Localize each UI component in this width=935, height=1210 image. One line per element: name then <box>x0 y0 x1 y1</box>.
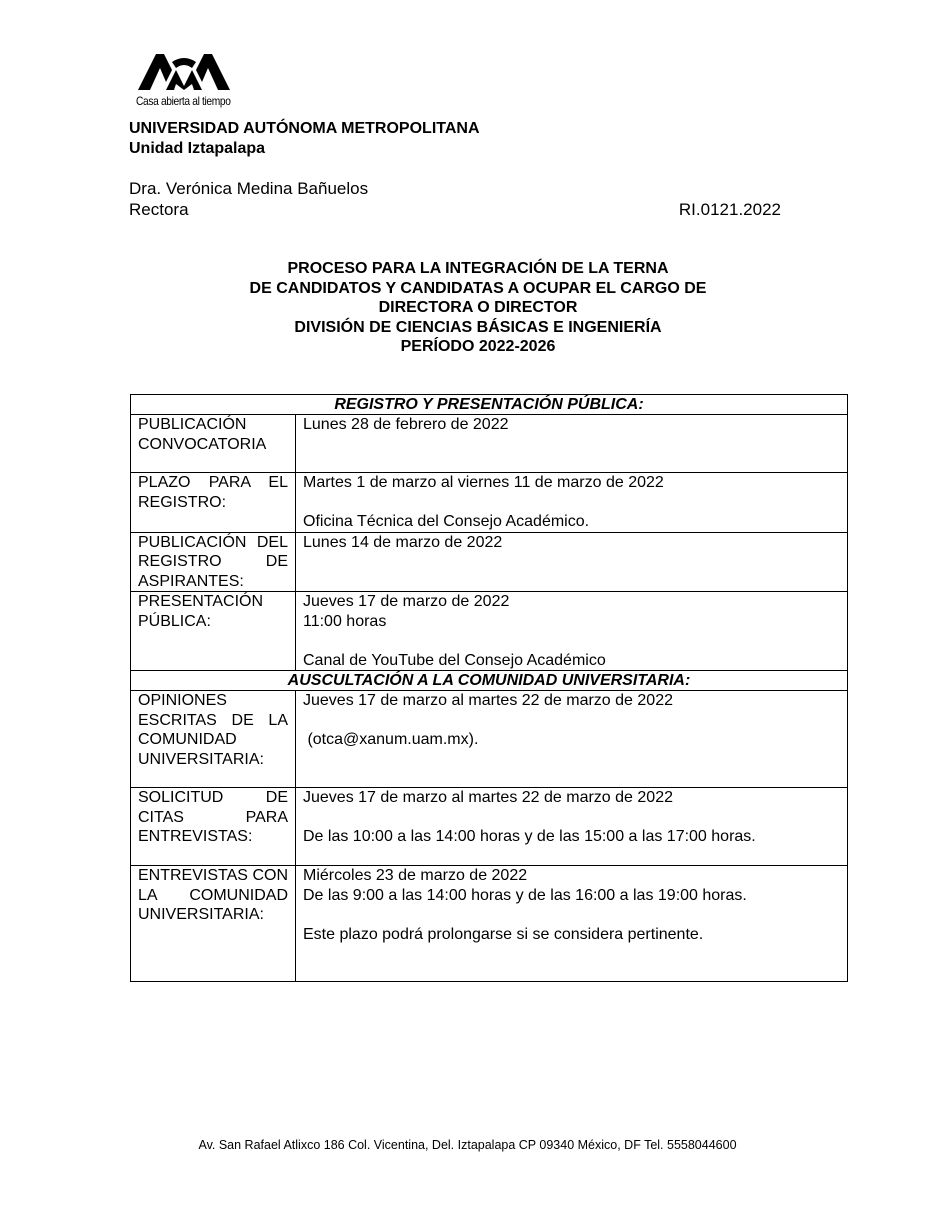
section-heading: AUSCULTACIÓN A LA COMUNIDAD UNIVERSITARIA: <box>131 671 848 691</box>
title-line: PERÍODO 2022-2026 <box>400 338 556 355</box>
signatory-name: Dra. Verónica Medina Bañuelos <box>129 179 369 198</box>
logo-tagline: Casa abierta al tiempo <box>136 94 231 108</box>
table-row <box>131 866 848 982</box>
uam-logo <box>136 50 240 112</box>
row-value: Jueves 17 de marzo al martes 22 de marzo de 2022 (otca@xanum.uam.mx). <box>296 691 848 788</box>
row-value: Lunes 14 de marzo de 2022 <box>296 532 848 592</box>
row-value: Lunes 28 de febrero de 2022 <box>296 415 848 473</box>
row-value: Martes 1 de marzo al viernes 11 de marzo de 2022 Oficina Técnica del Consejo Académico. <box>296 473 848 533</box>
title-line: DIVISIÓN DE CIENCIAS BÁSICAS E INGENIERÍA <box>294 318 662 336</box>
row-value: Miércoles 23 de marzo de 2022 De las 9:00 a las 14:00 horas y de las 16:00 a las 19:00 horas. Este plazo podrá prolongarse si se considera pertinente. <box>296 866 848 982</box>
calendar-table <box>130 394 848 982</box>
title-line: PROCESO PARA LA INTEGRACIÓN DE LA TERNA <box>287 260 669 277</box>
table-row <box>131 592 848 671</box>
document-title <box>129 259 827 357</box>
section-heading: REGISTRO Y PRESENTACIÓN PÚBLICA: <box>131 395 848 415</box>
row-value: Jueves 17 de marzo de 2022 11:00 horas Canal de YouTube del Consejo Académico <box>296 592 848 671</box>
institution-unit: Unidad Iztapalapa <box>129 140 266 157</box>
title-line: DE CANDIDATOS Y CANDIDATAS A OCUPAR EL CARGO DE <box>249 279 707 297</box>
row-label: PUBLICACIÓN DEL REGISTRO DE ASPIRANTES: <box>131 532 296 592</box>
signatory-block <box>129 178 368 220</box>
row-label: PLAZO PARA EL REGISTRO: <box>131 473 296 533</box>
section-heading-row <box>131 671 848 691</box>
table-row <box>131 691 848 788</box>
row-label: PUBLICACIÓN CONVOCATORIA <box>131 415 296 473</box>
table-row <box>131 788 848 866</box>
document-reference: RI.0121.2022 <box>678 200 781 219</box>
footer-address: Av. San Rafael Atlixco 186 Col. Vicentina, Del. Iztapalapa CP 09340 México, DF Tel. 5558044600 <box>198 1138 737 1152</box>
signatory-role: Rectora <box>129 200 189 219</box>
title-line: DIRECTORA O DIRECTOR <box>378 299 578 316</box>
table-row <box>131 473 848 533</box>
section-heading-row <box>131 395 848 415</box>
row-label: OPINIONES ESCRITAS DE LA COMUNIDAD UNIVERSITARIA: <box>131 691 296 788</box>
institution-name: UNIVERSIDAD AUTÓNOMA METROPOLITANA <box>129 120 480 137</box>
row-value: Jueves 17 de marzo al martes 22 de marzo de 2022 De las 10:00 a las 14:00 horas y de las 15:00 a las 17:00 horas. <box>296 788 848 866</box>
institution-header <box>129 119 480 159</box>
table-row <box>131 415 848 473</box>
table-row <box>131 532 848 592</box>
row-label: SOLICITUD DE CITAS PARA ENTREVISTAS: <box>131 788 296 866</box>
row-label: ENTREVISTAS CON LA COMUNIDAD UNIVERSITARIA: <box>131 866 296 982</box>
row-label: PRESENTACIÓN PÚBLICA: <box>131 592 296 671</box>
uam-logo-icon <box>136 50 232 92</box>
